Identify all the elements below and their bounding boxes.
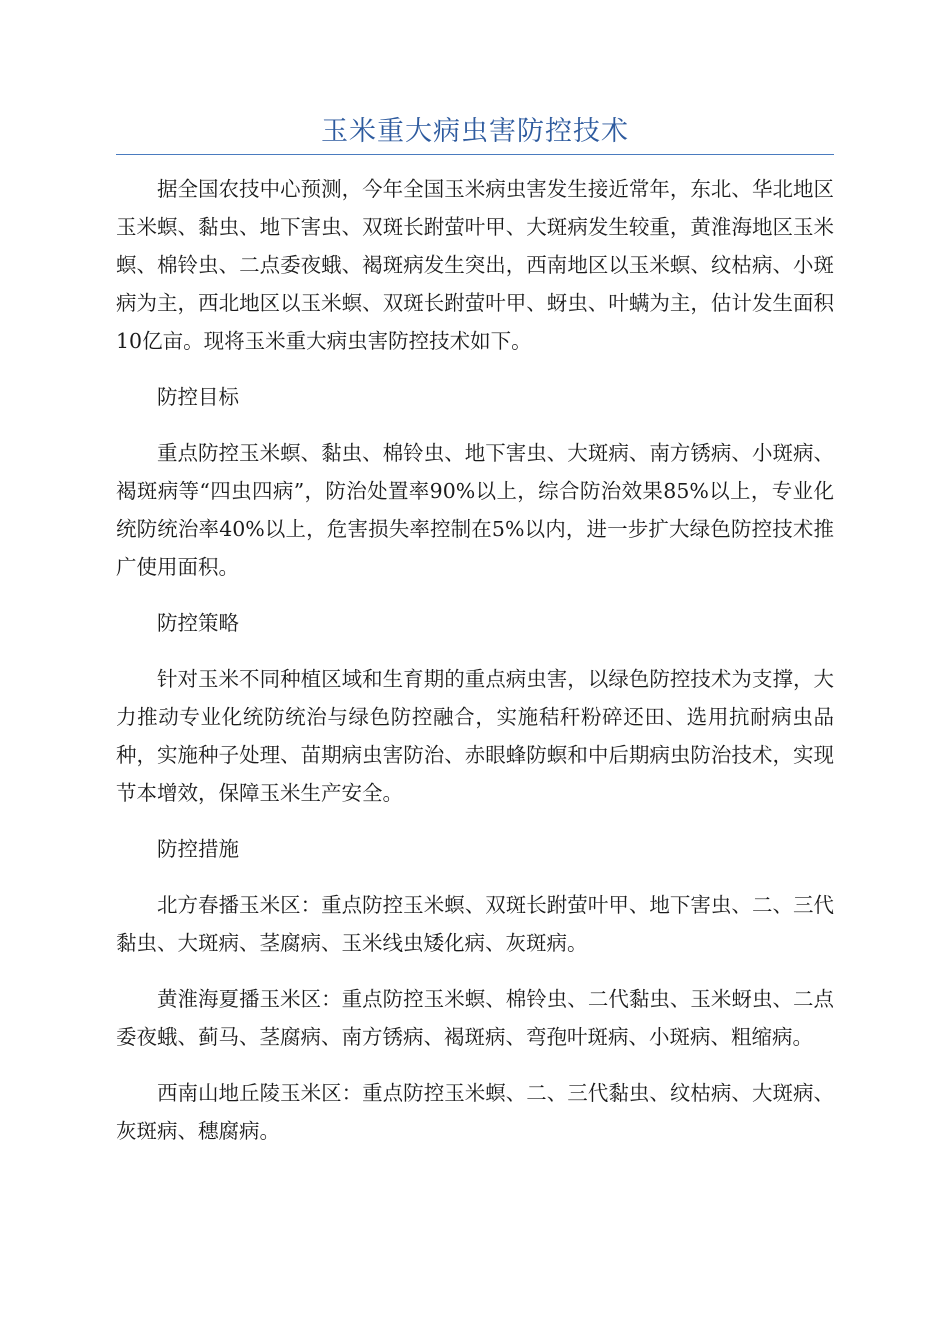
document-body: [116, 170, 834, 1150]
measures-huanghuaihai-paragraph: 黄淮海夏播玉米区：重点防控玉米螟、棉铃虫、二代黏虫、玉米蚜虫、二点委夜蛾、蓟马、茎腐病、南方锈病、褐斑病、弯孢叶斑病、小斑病、粗缩病。: [116, 987, 834, 1049]
section-heading-strategy: 防控策略: [157, 611, 239, 635]
section-heading-goals: 防控目标: [157, 385, 239, 409]
strategy-paragraph: 针对玉米不同种植区域和生育期的重点病虫害，以绿色防控技术为支撑，大力推动专业化统防统治与绿色防控融合，实施秸秆粉碎还田、选用抗耐病虫品种，实施种子处理、苗期病虫害防治、赤眼蜂防螟和中后期病虫防治技术，实现节本增效，保障玉米生产安全。: [116, 667, 834, 805]
goals-paragraph: 重点防控玉米螟、黏虫、棉铃虫、地下害虫、大斑病、南方锈病、小斑病、褐斑病等“四虫四病”，防治处置率90%以上，综合防治效果85%以上，专业化统防统治率40%以上，危害损失率控制在5%以内，进一步扩大绿色防控技术推广使用面积。: [116, 441, 834, 579]
title-underline: [116, 154, 834, 155]
intro-paragraph: 据全国农技中心预测，今年全国玉米病虫害发生接近常年，东北、华北地区玉米螟、黏虫、地下害虫、双斑长跗萤叶甲、大斑病发生较重，黄淮海地区玉米螟、棉铃虫、二点委夜蛾、褐斑病发生突出，西南地区以玉米螟、纹枯病、小斑病为主，西北地区以玉米螟、双斑长跗萤叶甲、蚜虫、叶螨为主，估计发生面积10亿亩。现将玉米重大病虫害防控技术如下。: [116, 177, 834, 353]
measures-southwest-paragraph: 西南山地丘陵玉米区：重点防控玉米螟、二、三代黏虫、纹枯病、大斑病、灰斑病、穗腐病。: [116, 1081, 834, 1143]
document-title: 玉米重大病虫害防控技术: [321, 116, 629, 147]
measures-north-paragraph: 北方春播玉米区：重点防控玉米螟、双斑长跗萤叶甲、地下害虫、二、三代黏虫、大斑病、茎腐病、玉米线虫矮化病、灰斑病。: [116, 893, 834, 955]
section-heading-measures: 防控措施: [157, 837, 239, 861]
